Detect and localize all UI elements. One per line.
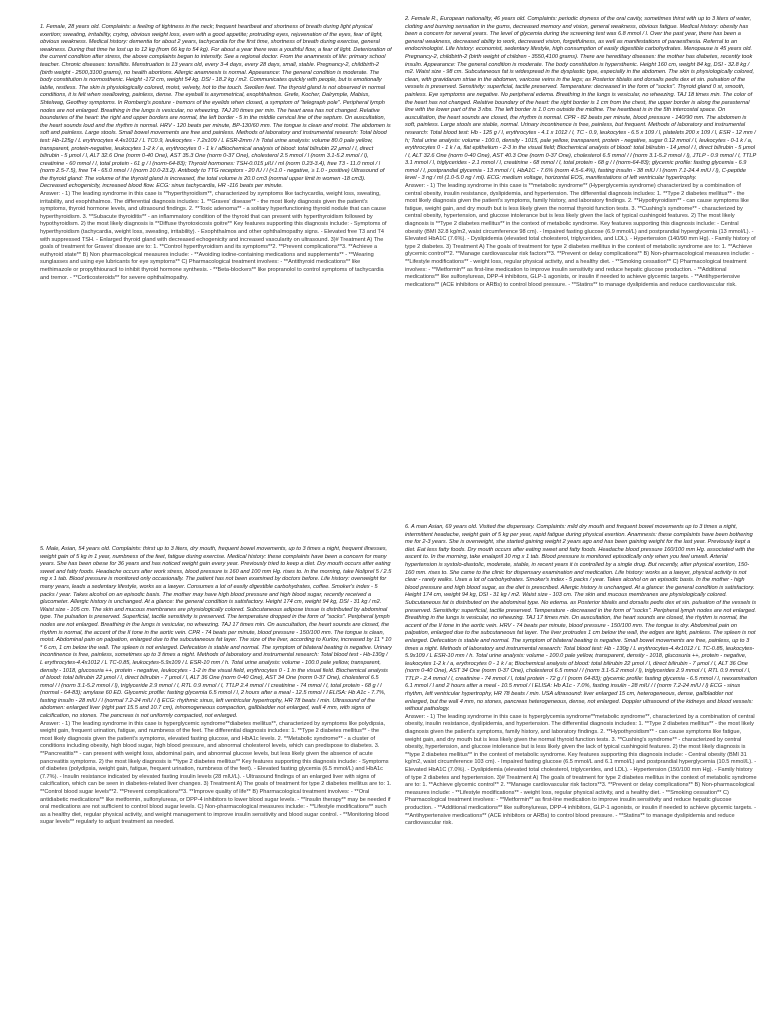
case-description: 6. A man Asian, 69 years old. Visited the dispensary. Complaints: mild dry mouth and frequent bowel movements up to 3 times a night, intermittent headache, weight gain of 5 kg per year, rapid fatigue during physical exertion. Anamnesis: these complaints have been bothering me for 2-3 years. She is overweight, she started gaining weight 2 years ago and has been gaining weight for the last year. Previously kept a diet. Eat less fatty foods. Dry mouth occurs after eating sweet and fatty foods. Headache blood pressure 160/100 mm Hg. associated with the ascent to. In the morning, take enalapril 10 mg x 1 tab. Blood pressure is monitored episodically only when you feel unwell. Arterial hypertension is systolo-diastolic, moderate, stable, in recent years it is controlled by a single drug. But recently, after physical exertion, 150-160 mm. rises to. She came to the clinic for dispensary examination and medication. Life history: works as a lawyer, physical activity is not clear - rarely walks. Uses a lot of carbohydrates. Smoker's index - 5 packs / year. Takes alcohol on an episodic basis. In the mother - high blood pressure and high blood sugar, as the diet is prescribed. Allergic history is unchanged. At a glance: the general condition is satisfactory. Height 174 cm, weight 94 kg, DSI - 31 kg / m2. Waist size - 103 cm. The skin and mucous membranes are physiologically colored. Subcutaneous fat is distributed on the abdominal type. No edema. as Posterior tibialis and dorsalis pedis dex et sin. pulsation of the vessels is preserved. Sensitivity: superficial, tactile preserved. Temperature - decreased in the form of "socks". Peripheral lymph nodes are not enlarged. Breathing in the lungs is vesicular, no wheezing. TAJ 17 times min. On auscultation, the heart sounds are closed, the rhythm is normal, the accent of the II tone in the aortic vein. HRV - 74 beats per minute, blood pressure - 150/100 mm. The tongue is dry. Abdominal pain on palpation, enlarged due to the subcutaneous fat layer. The liver protrudes 1 cm below the wall, the edges are tight, painless. The spleen is not enlarged. Defecation is stable and normal. The symptom of bilateral beating is negative. Small bowel movements are free, painless, up to 3 times a night. Methods of laboratory and instrumental research: Total blood test: Hb - 130g / L erythrocytes-4.4x1012 / L TC-0.85, leukocytes-5.9x109 / L ESR-10 mm / h. Total urine analysis: volume - 100.0 pale yellow, transparent, density - 1018, glucosuria ++, protein - negative, leukocytes 1-2 k / a, erythrocytes 0 - 1 k / a; Biochemical analysis of blood: total bilirubin 22 μmol / l, direct bilirubin - 7 μmol / l, ALT 36 One (norm 0-40 One), AST 34 One (norm 0-37 One), cholesterol 6.5 mmol / l (norm 3.1-5.2 mmol / l), triglycerides 2.9 mmol / l, RTL 0.9 mmol / l, TTLP - 2.4 mmol / l, creatinine - 74 mmol / l, total protein - 72 g / l (norm 64-83); glycemic profile: fasting glycemia - 6.5 mmol / l, reexamination 6.1 mmol / l and 2 hours after a meal - 10.5 mmol / l ELISA: Hb A1c - 7.0%, fasting insulin - 28 mIU / l (norm 7.2-24 mIU / l) ECG - sinus rhythm, left ventricular hypertrophy, HR 78 beats / min. USA ultrasound: liver enlarged 15 cm, heterogeneous, dense, gallbladder not enlarged, but the wall 4 mm, no stones, pancreas heterogeneous, dense, not enlarged. Doppler ultrasound of the kidneys and blood vessels: without pathology. — [405, 524, 757, 713]
case-2 — [405, 16, 757, 498]
case-description: 5. Male, Asian, 54 years old. Complaints: thirst up to 3 liters, dry mouth, frequent bowel movements, up to 3 times a night, frequent illnesses, weight gain of 5 kg in 1 year, numbness of the feet, fatigue during exercise. Medical history: these complaints have been a concern for many years. She has been obese for 36 years and has noticed weight gain every year. Previously tried to keep a diet. Dry mouth occurs after eating sweet and fatty foods. Headache occurs after work stress, blood pressure is 160 and 100 mm Hg. rises to. In the morning, take Noliprel 5 / 2.5 mg x 1 tab. Blood pressure is monitored only occasionally. The patient has not been examined by doctors before. Life history: overweight for many years, leads a sedentary lifestyle, works as a lawyer. Consumes a lot of easily digestible carbohydrates, coffee. Smoker's index - 5 packs / year. Takes alcohol on an episodic basis. The mother may have high blood pressure and high blood sugar, recently received a glucometer. Allergic history is unchanged. At a glance: the general condition is satisfactory. Height 174 cm, weight 94 kg, DSI - 31 kg / m2. Waist size - 105 cm. The skin and mucous membranes are physiologically colored. Subcutaneous adipose tissue is distributed by abdominal type. The pulsation is preserved. Superficial, tactile sensitivity is preserved. The temperature dropped in the form of "socks". Peripheral lymph nodes are not enlarged. Breathing in the lungs is vesicular, no wheezing. TAJ 17 times min. On auscultation, the heart sounds are closed, the rhythm is normal, the accent of the II tone in the aortic vein. CPR - 74 beats per minute, blood pressure - 150/100 mm. The tongue is clean, moist. Abdominal pain on palpation, enlarged due to the subcutaneous fat layer. The size of the liver, according to Kurlov, increased by 11 * 10 * 6 cm, 1 cm below the wall. The spleen is not enlarged. Defecation is stable and normal. The symptom of bilateral beating is negative. Urinary incontinence is free, painless, sometimes up to 3 times a night. Methods of laboratory and instrumental research: Total blood test - Hb-130g / L erythrocytes-4.4x1012 / L TC-0.85, leukocytes-5.9x109 / L ESR-10 mm / h. Total urine analysis: volume - 100.0 pale yellow, transparent, density - 1018, glucosuria ++, protein - negative, leukocytes - 1-2 in the visual field, erythrocytes 0 - 1 in the visual field. Biochemical analysis of blood: total bilirubin 22 μmol / l, direct bilirubin - 7 μmol / l, ALT 36 One (norm 0-40 One), AST 34 One (norm 0-37 One), cholesterol 6.5 mmol / l (norm 3.1-5.2 mmol / l), triglyceride 2.9 mmol / l, RTL 0.9 mmol / l, TTLP 2.4 mmol / l creatinine - 74 mmol / l, total protein - 68 g / l (normal - 64-83); amylase 60 ED. Glycemic profile: fasting glycemia 6.5 mmol / l, 2 hours after a meal - 12.5 mmol / l ELISA: Hb A1c - 7.7%, fasting insulin - 28 mIU / l (normal 7.2-24 mIU / l) ECG: rhythmic sinus, left ventricular hypertrophy, HR 78 beats / min. Ultrasound of the abdomen: enlarged liver (right part 15.5 and 10.7 cm), inhomogeneous compaction, gallbladder not enlarged, wall 4 mm, with signs of calcification, no stones. The pancreas is not uniformly compacted, not enlarged. — [40, 546, 392, 720]
case-description: 1. Female, 28 years old. Complaints: a feeling of tightness in the neck; frequent heartbeat and shortness of breath during light physical exertion; sweating, irritability, crying, obvious weight loss, even with a good appetite; protruding eyes, rejuvenation of the eyes, fear of light, obvious weakness. Medical history: dementia for about 2 years, tachycardia for the first time, shortness of breath during exercise, general weakness. During that time he lost up to 12 kg (from 66 kg to 54 kg). For about a year there was a youthful flow, a fear of light. Deterioration of the current condition after stress, the above complaints began to intensify. See a regional doctor. From the anamnesis of life: primary school teacher. Chronic diseases: tonsillitis. Menstruation is 13 years old, every 3-4 days, every 28 days, small, stable. Pregnancy-2, childbirth-2 (birth weight - 2500,3100 grams), no health abortions. Allergic anamnesis is normal. Appearance: The general condition is moderate. The body constitution is normosthenic. Height -172 cm, weight 54 kg. DSI - 18.2 kg / m2. Communicates quickly with people, but is emotionally labile, restless. The skin is physiologically colored, moist, velvety, hot to the touch. Swollen feet. The thyroid gland is not observed in normal conditions, it is felt when swallowing, painless, dense. The eyeball is asymmetrical, exophthalmos. Grefe, Kocher, Dalrymple, Mabius, Shtelwag, Geoffrey symptoms. In Romberg's posture - tremors of the eyelids when closed, a symptom of "telegraph pole". Peripheral lymph nodes are not enlarged. Breathing in the lungs is vesicular, no wheezing. TAJ 20 times per min. The heart area has not changed. Relative boundaries of the heart: the right and upper borders are normal, the left border - 5 in the middle cervical line of the septum. On auscultation, the heart sounds loud and the rhythm is normal. HRV - 120 beats per minute, BP-130/60 mm. The tongue is clean and moist. The abdomen is soft and painless. Large stools. Small bowel movements are free and painless. Methods of laboratory and instrumental research: Total blood test: Hb-125g / L erythrocytes 4.4x1012 / L TC0.9, leukocytes - 7.2x109 / L ESR-2mm / h Total urine analysis: volume 80.0 pale yellow, transparent, protein-negative, leukocytes 1-2 k / a, erythrocytes 0 - 1 k / aBiochemical analysis of blood: total bilirubin 22 μmol / l, direct bilirubin - 5 μmol / l, ALT 32.6 One (norm 0-40 One), AST 35.3 One (norm 0-37 One), cholesterol 2.5 mmol / l (norm 3.1-5.2 mmol / l), creatinine - 60 mmol / l, total protein - 61 g / l (norm-64-83); Thyroid hormones: TSH-0.015 μIU / ml (norm 0.23-3.4), free T3 - 11.0 nmol / l (norm 2.5-7.5), free T4 - 65.0 nmol / l (norm 10.0-23.2). Antibody to TTG receptors - 20 IU / l (<1.0 - negative, ≥ 1.0 - positive) Ultrasound of the thyroid gland: The volume of the thyroid gland is increased, the total volume is 20.0 cm3 (normal upper limit in women -18 cm3). Decreased echogenicity, increased blood flow. ECG: sinus tachycardia, HR -116 beats per minute. — [40, 24, 392, 190]
case-description: 2. Female R., European nationality, 46 years old. Complaints: periodic dryness of the oral cavity, sometimes thirst with up to 3 liters of water, clotting and burning sensation in the gums, decreased memory and vision, general weakness, obvious fatigue. Medical history: obesity has been a concern for several years. The level of glycemia during the screening test was 6.8 mmol / l. Over the past year, there has been a general weakness, decreased ability to work, decreased vision, forgetfulness, as well as manifestations of paraesthesia. Referral to an endocrinologist. Life history: economist, sedentary lifestyle, high consumption of easily digestible carbohydrates. Menopause is 45 years old. Pregnancy-2, childbirth-2 (birth weight of children - 3550,4100 grams). There are hereditary diseases: the mother has diabetes, recently took insulin. Appearance: The general condition is moderate. The body constitution is hypersthenic. Height 160 cm, weight 84 kg, DSI - 32.8 kg / m2. Waist size - 98 cm. Subcutaneous fat is widespread in the dysplastic type, especially in the abdomen. The skin is physiologically colored, clean, with gravidarum striae in the abdomen, varicose veins in the legs; as Posterior tibialis and dorsalis pedis dex et sin. pulsation of the vessels is preserved. Sensitivity: superficial, tactile preserved. Temperature: decreased in the form of "socks". Thyroid gland 0 st, smooth, painless. Eye symptoms are negative. No peripheral edema. Breathing in the lungs is vesicular, no wheezing. TAJ 18 times min. The color of the heart has not changed. Relative boundary of the heart: the right border is 1 cm from the chest, the upper border is along the parasternal line with the lower part of the 3 ribs. The left border is 1.0 cm outside the midline. The heartbeat is in the 5th intercostal space. On auscultation, the heart sounds are closed, the rhythm is normal. CPR - 82 beats per minute, blood pressure - 140/90 mm. The abdomen is soft, painless. Large stools are stable, normal. Urinary incontinence is free, painless, but frequent. Methods of laboratory and instrumental research: Total blood test: Hb - 125 g / l, erythrocytes - 4.1 x 1012 / l, TC - 0.9, leukocytes - 6.5 x 109 / l, platelets 200 x 109 / l, ESR - 12 mm / h; Total urine analysis: volume - 100.0, density - 1015, pale yellow, transparent, protein - negative, sugar 0.12 mmol / l, leukocytes - 0-1 k / a, erythrocytes 0 - 1 k / a, flat epithelium - 2-3 in the visual field; Biochemical analysis of blood: total bilirubin - 14 μmol / l, direct bilirubin - 5 μmol / l, ALT 32.6 One (norm 0-40 One), AST 40.3 One (norm 0-37 One), cholesterol 6.5 mmol / l (norm 3.1-5.2 mmol / l), JTLP - 0.9 mmol / l, TTLP 3.1 mmol / l, triglycerides - 2.1 mmol / l, creatinine - 68 mmol / l, total protein - 68 g / l (norm-64-83); glycemic profile: fasting glycemia - 6.9 mmol / l, postprandial glycemia - 13 mmol / l, HbA1C - 7.6% (norm 4.5-6.4%), fasting insulin - 38 mIU / l (norm 7.1-24.4 mIU / l), C-peptide level - 3 ng / ml (1.0-5.0 ng / ml). ECG: medium voltage, horizontal EOS, manifestations of left ventricular hypertrophy. — [405, 16, 756, 182]
case-answer: Answer: - 1) The leading syndrome in this case is hyperglycemia syndrome**metabolic syndrome**, characterized by a combination of central obesity, insulin resistance, dyslipidemia, and hypertension. The differential diagnosis includes: 1. **Type 2 diabetes mellitus** - the most likely diagnosis given the patient's symptoms, family history, and laboratory findings. 2. **Hypothyroidism** - can cause symptoms like fatigue, weight gain, and dry mouth but is less likely given the normal thyroid function tests. 3. **Cushing's syndrome** - characterized by central obesity, hypertension, and glucose intolerance but is less likely given the lack of typical cushingoid features. 2) the most likely diagnosis is **type 2 diabetes mellitus** in the context of metabolic syndrome. Key features supporting this diagnosis include: - Central obesity (BMI 31 kg/m2, waist circumference 103 cm). - Impaired fasting glucose (6.5 mmol/L and 6.1 mmol/L) and postprandial hyperglycemia (10.5 mmol/L). - Elevated HbA1C (7.0%). - Dyslipidemia (elevated total cholesterol, triglycerides, and LDL). - Hypertension (150/100 mm Hg). - Family history of type 2 diabetes and hypertension. 3)# Treatment A) The goals of treatment for type 2 diabetes mellitus in the context of metabolic syndrome are to: 1. **Achieve glycemic control** 2. **Manage cardiovascular risk factors**3. **Prevent or delay complications** B) Non-pharmacological measures include: - **Lifestyle modifications** - weight loss, regular physical activity, and a healthy diet. - **Smoking cessation** C) Pharmacological treatment involves: - **Metformin** as first-line medication to improve insulin sensitivity and reduce hepatic glucose production. - **Additional medications** like sulfonylureas, DPP-4 inhibitors, GLP-1 agonists, or insulin if needed to achieve glycemic targets. - **Antihypertensive medications** (ACE inhibitors or ARBs) to control blood pressure. - **Statins** to manage dyslipidemia and reduce cardiovascular risk. — [405, 713, 757, 827]
case-1 — [40, 24, 392, 498]
case-5 — [40, 546, 392, 1016]
case-answer: Answer: - 1) The leading syndrome in this case is hyperglycemic syndrome**diabetes mellitus**, characterized by symptoms like polydipsia, weight gain, frequent urination, fatigue, and numbness of the feet. The differential diagnosis includes: 1. **Type 2 diabetes mellitus** - the most likely diagnosis given the patient's symptoms, elevated fasting glucose, and HbA1c levels. 2. **Metabolic syndrome** - a cluster of conditions including obesity, high blood sugar, high blood pressure, and abnormal cholesterol levels, which can predispose to diabetes. 3. **Pancreatitis** - can present with weight loss, abdominal pain, and abnormal glucose levels, but less likely given the absence of acute pancreatitis symptoms. 2) the most likely diagnosis is **type 2 diabetes mellitus** Key features supporting this diagnosis include: - Symptoms of diabetes (polydipsia, weight gain, fatigue, frequent urination, numbness of the feet). - Elevated fasting glycemia (6.5 mmol/L) and HbA1c (7.7%). - Insulin resistance indicated by elevated fasting insulin levels (28 mIU/L). - Ultrasound findings of an enlarged liver with signs of calcification, which can be seen in diabetes-related liver changes. 3) Treatment A) The goals of treatment for type 2 diabetes mellitus are to: 1. **Control blood sugar levels**2. **Prevent complications**3. **Improve quality of life** B) Pharmacological treatment involves: - **Oral antidiabetic medications** like metformin, sulfonylureas, or DPP-4 inhibitors to lower blood sugar levels. - **Insulin therapy** may be needed if oral medications are not sufficient to control blood sugar levels. C) Non-pharmacological measures include: - **Lifestyle modifications** such as a healthy diet, regular physical activity, and weight management to improve insulin sensitivity and blood sugar control. - **Monitoring blood sugar levels** regularly to adjust treatment as needed. — [40, 720, 392, 826]
case-6 — [405, 524, 757, 1016]
case-answer: Answer: - 1) The leading syndrome in this case is **hyperthyroidism**, characterized by symptoms like tachycardia, weight loss, sweating, irritability, and exophthalmos. The differential diagnosis includes: 1. **Graves' disease** - the most likely diagnosis given the patient's symptoms, thyroid hormone levels, and ultrasound findings. 2. **Toxic adenoma** - a solitary hyperfunctioning thyroid nodule that can cause hyperthyroidism. 3. **Subacute thyroiditis** - an inflammatory condition of the thyroid that can present with hyperthyroidism followed by hypothyroidism. 2) the most likely diagnosis is **Diffuse thyrotoxicosis goitre** Key features supporting this diagnosis include: - Symptoms of hyperthyroidism (tachycardia, weight loss, sweating, irritability). - Exophthalmos and other ophthalmopathy signs. - Elevated free T3 and T4 with suppressed TSH. - Enlarged thyroid gland with decreased echogenicity and increased vascularity on ultrasound. 3)# Treatment A) The goals of treatment for Graves' disease are to: 1. **Control hyperthyroidism and its symptoms**2. **Prevent complications**3. **Achieve a euthyroid state** B) Non pharmacological measures include: - **Avoiding iodine-containing medications and supplements** - **Wearing sunglasses and using eye lubricants for eye symptoms** C) Pharmacological treatment involves: - **Antithyroid medications** like methimazole or propylthiouracil to inhibit thyroid hormone synthesis. - **Beta-blockers** like propranolol to control symptoms of tachycardia and tremor. - **Corticosteroids** for severe ophthalmopathy. — [40, 191, 387, 281]
case-answer: Answer: - 1) The leading syndrome in this case is **metabolic syndrome** (Hyperglycemia syndrome) characterized by a combination of central obesity, insulin resistance, dyslipidemia, and hypertension. The differential diagnosis includes: 1. **Type 2 diabetes mellitus** - the most likely diagnosis given the patient's symptoms, family history, and laboratory findings. 2. **Hypothyroidism** - can cause symptoms like fatigue, weight gain, and dry mouth but is less likely given the normal thyroid function tests. 3. **Cushing's syndrome** - characterized by central obesity, hypertension, and glucose intolerance but is less likely given the lack of typical cushingoid features. 2) The most likely diagnosis is **Type 2 diabetes mellitus** in the context of metabolic syndrome. Key features supporting this diagnosis include: - Central obesity (BMI 32.8 kg/m2, waist circumference 98 cm). - Impaired fasting glucose (6.9 mmol/L) and postprandial hyperglycemia (13 mmol/L). - Elevated HbA1C (7.6%). - Dyslipidemia (elevated total cholesterol, triglycerides, and LDL). - Hypertension (140/90 mm Hg). - Family history of type 2 diabetes. 3) Treatment A) The goals of treatment for type 2 diabetes mellitus in the context of metabolic syndrome are to: 1. **Achieve glycemic control**2. **Manage cardiovascular risk factors**3. **Prevent or delay complications** B) Non-pharmacological measures include: - **Lifestyle modifications** - weight loss, regular physical activity, and a healthy diet. - **Smoking cessation** C) Pharmacological treatment involves: - **Metformin** as first-line medication to improve insulin sensitivity and reduce hepatic glucose production. - **Additional medications** like sulfonylureas, DPP-4 inhibitors, GLP-1 agonists, or insulin if needed to achieve glycemic targets. - **Antihypertensive medications** (ACE inhibitors or ARBs) to control blood pressure. - **Statins** to manage dyslipidemia and reduce cardiovascular risk. — [405, 183, 756, 288]
